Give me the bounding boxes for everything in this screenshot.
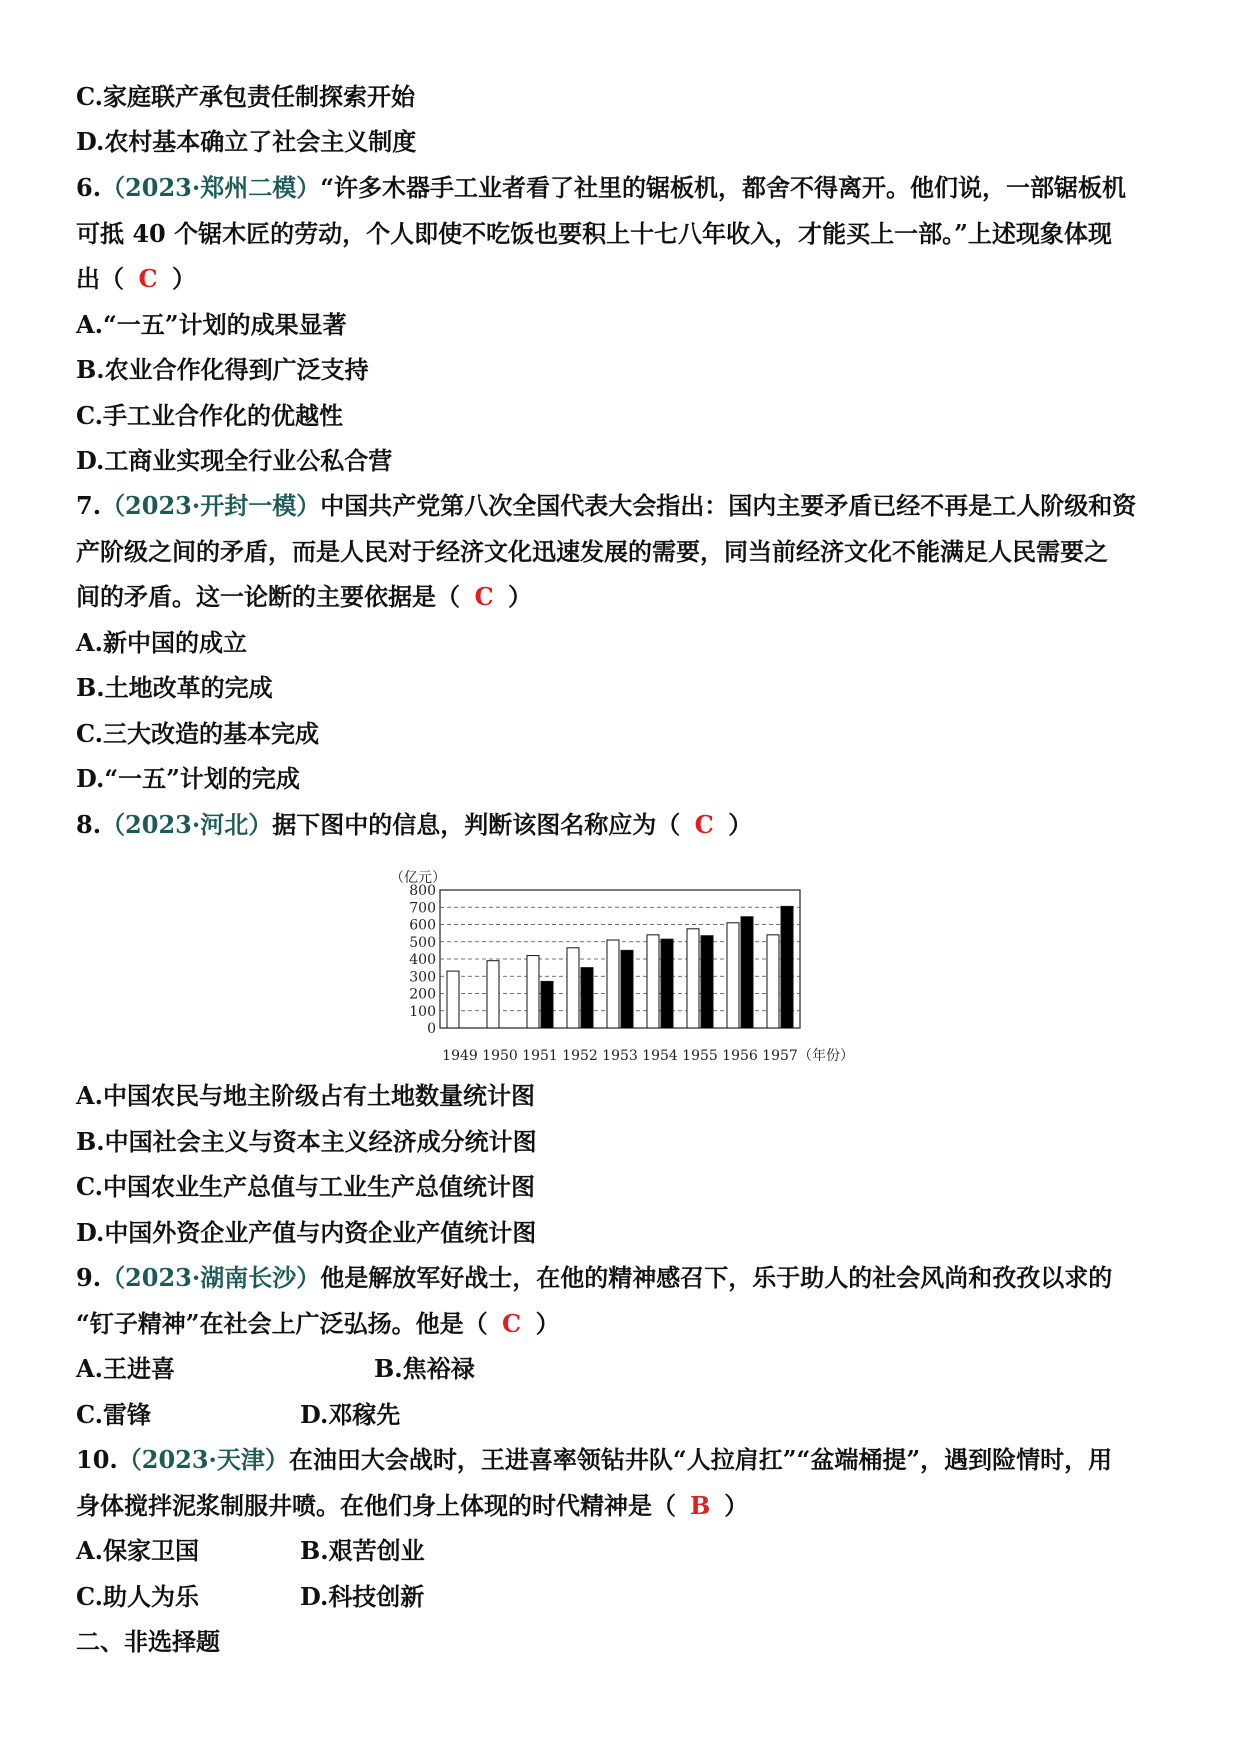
q6-number: 6. bbox=[76, 173, 102, 202]
x-tick-label: 1955 bbox=[682, 1048, 718, 1064]
q8-stem-1: 据下图中的信息，判断该图名称应为（ bbox=[272, 810, 681, 839]
y-tick-label: 800 bbox=[409, 883, 436, 899]
bar-white bbox=[647, 935, 659, 1028]
bar-black bbox=[581, 968, 593, 1028]
q10-stem-1: 在油田大会战时，王进喜率领钻井队“人拉肩扛”“盆端桶提”，遇到险情时，用 bbox=[288, 1445, 1113, 1474]
q10-answer: B bbox=[690, 1491, 711, 1520]
q9-close: ） bbox=[535, 1309, 560, 1338]
section-title: 二、非选择题 bbox=[76, 1627, 220, 1656]
q6-close: ） bbox=[172, 264, 196, 293]
q9-line-1 bbox=[76, 1262, 1176, 1294]
y-tick-label: 600 bbox=[409, 917, 436, 934]
option-c-prev: C.家庭联产承包责任制探索开始 bbox=[76, 82, 416, 111]
q6-option-a: A.“一五”计划的成果显著 bbox=[76, 310, 347, 339]
q9-answer: C bbox=[502, 1309, 522, 1338]
q10-option-a: A.保家卫国 bbox=[76, 1536, 199, 1565]
y-axis-unit-label: （亿元） bbox=[390, 870, 446, 886]
option-d-prev: D.农村基本确立了社会主义制度 bbox=[76, 127, 417, 156]
q8-option-d: D.中国外资企业产值与内资企业产值统计图 bbox=[76, 1218, 537, 1247]
bar-white bbox=[447, 971, 459, 1028]
q6-line-3 bbox=[76, 263, 1176, 295]
bar-black bbox=[541, 981, 553, 1028]
q9-option-c: C.雷锋 bbox=[76, 1400, 152, 1429]
q7-option-d: D.“一五”计划的完成 bbox=[76, 764, 300, 793]
q10-line-2 bbox=[76, 1490, 1176, 1522]
q10-option-b: B.艰苦创业 bbox=[300, 1536, 425, 1565]
q6-source: （2023·郑州二模） bbox=[101, 173, 321, 202]
q9-line-2 bbox=[76, 1308, 1176, 1340]
q7-close: ） bbox=[508, 582, 532, 611]
q9-number: 9. bbox=[76, 1263, 102, 1292]
q8-line-1 bbox=[76, 809, 1176, 841]
x-tick-label: 1952 bbox=[562, 1048, 598, 1064]
q6-line-2: 可抵 40 个锯木匠的劳动，个人即使不吃饭也要积上十七八年收入，才能买上一部。”上述现象体现 bbox=[76, 219, 1112, 248]
bar-black bbox=[781, 906, 793, 1028]
x-tick-label: 1953 bbox=[602, 1048, 638, 1064]
q7-stem-3: 间的矛盾。这一论断的主要依据是（ bbox=[76, 582, 460, 611]
y-tick-label: 400 bbox=[409, 952, 436, 968]
y-tick-label: 300 bbox=[409, 969, 436, 986]
q8-number: 8. bbox=[76, 810, 102, 839]
q7-line-2: 产阶级之间的矛盾，而是人民对于经济文化迅速发展的需要，同当前经济文化不能满足人民需要之 bbox=[76, 537, 1108, 566]
y-tick-label: 700 bbox=[409, 900, 436, 917]
q8-answer: C bbox=[694, 810, 714, 839]
q8-close: ） bbox=[728, 810, 753, 839]
y-tick-label: 100 bbox=[409, 1003, 436, 1020]
bar-white bbox=[567, 948, 579, 1028]
bar-white bbox=[767, 935, 779, 1028]
q8-source: （2023·河北） bbox=[101, 810, 273, 839]
q7-option-a: A.新中国的成立 bbox=[76, 628, 247, 657]
bar-white bbox=[607, 940, 619, 1028]
q7-line-1 bbox=[76, 490, 1176, 522]
x-tick-label: 1950 bbox=[482, 1048, 518, 1064]
q7-number: 7. bbox=[76, 491, 102, 520]
y-axis-ticks bbox=[409, 883, 436, 1037]
bar-black bbox=[621, 950, 633, 1028]
q10-number: 10. bbox=[76, 1445, 118, 1474]
q7-stem-1: 中国共产党第八次全国代表大会指出：国内主要矛盾已经不再是工人阶级和资 bbox=[320, 491, 1137, 520]
q10-stem-2: 身体搅拌泥浆制服井喷。在他们身上体现的时代精神是（ bbox=[76, 1491, 676, 1520]
q6-answer: C bbox=[138, 264, 158, 293]
q7-option-b: B.土地改革的完成 bbox=[76, 673, 273, 702]
q7-answer: C bbox=[474, 582, 494, 611]
bar-white bbox=[727, 923, 739, 1028]
q6-line-1 bbox=[76, 172, 1176, 204]
q9-option-d: D.邓稼先 bbox=[300, 1400, 401, 1429]
bar-black bbox=[741, 917, 753, 1028]
q10-line-1 bbox=[76, 1444, 1176, 1476]
x-tick-label: 1956 bbox=[722, 1048, 758, 1064]
q7-source: （2023·开封一模） bbox=[101, 491, 321, 520]
y-tick-label: 200 bbox=[409, 986, 436, 1003]
bar-white bbox=[527, 956, 539, 1028]
q6-option-b: B.农业合作化得到广泛支持 bbox=[76, 355, 369, 384]
q8-option-b: B.中国社会主义与资本主义经济成分统计图 bbox=[76, 1127, 537, 1156]
x-tick-label: 1954 bbox=[642, 1048, 678, 1064]
q8-option-a: A.中国农民与地主阶级占有土地数量统计图 bbox=[76, 1081, 535, 1110]
y-tick-label: 0 bbox=[427, 1021, 436, 1037]
q6-option-c: C.手工业合作化的优越性 bbox=[76, 401, 344, 430]
x-tick-label: 1949 bbox=[442, 1048, 478, 1064]
q7-line-3 bbox=[76, 581, 1176, 613]
q10-option-c: C.助人为乐 bbox=[76, 1582, 200, 1611]
x-tick-label: 1957 bbox=[762, 1048, 798, 1064]
y-tick-label: 500 bbox=[409, 934, 436, 951]
bar-black bbox=[661, 939, 673, 1028]
bar-chart bbox=[380, 866, 860, 1066]
x-axis-ticks bbox=[442, 1048, 798, 1064]
q9-stem-2: “钉子精神”在社会上广泛弘扬。他是（ bbox=[76, 1309, 488, 1338]
q7-option-c: C.三大改造的基本完成 bbox=[76, 719, 320, 748]
q8-option-c: C.中国农业生产总值与工业生产总值统计图 bbox=[76, 1172, 536, 1201]
bar-black bbox=[701, 936, 713, 1028]
q6-stem-3: 出（ bbox=[76, 264, 124, 293]
q9-stem-1: 他是解放军好战士，在他的精神感召下，乐于助人的社会风尚和孜孜以求的 bbox=[320, 1263, 1113, 1292]
q10-source: （2023·天津） bbox=[117, 1445, 289, 1474]
q6-stem-1: “许多木器手工业者看了社里的锯板机，都舍不得离开。他们说，一部锯板机 bbox=[320, 173, 1127, 202]
q10-option-d: D.科技创新 bbox=[300, 1582, 425, 1611]
q9-option-b: B.焦裕禄 bbox=[374, 1354, 475, 1383]
bar-white bbox=[687, 929, 699, 1028]
x-tick-label: 1951 bbox=[522, 1048, 558, 1064]
x-axis-unit-label: （年份） bbox=[798, 1048, 854, 1064]
bar-white bbox=[487, 961, 499, 1028]
q6-option-d: D.工商业实现全行业公私合营 bbox=[76, 446, 393, 475]
q9-source: （2023·湖南长沙） bbox=[101, 1263, 321, 1292]
q10-close: ） bbox=[724, 1491, 749, 1520]
q9-option-a: A.王进喜 bbox=[76, 1354, 175, 1383]
